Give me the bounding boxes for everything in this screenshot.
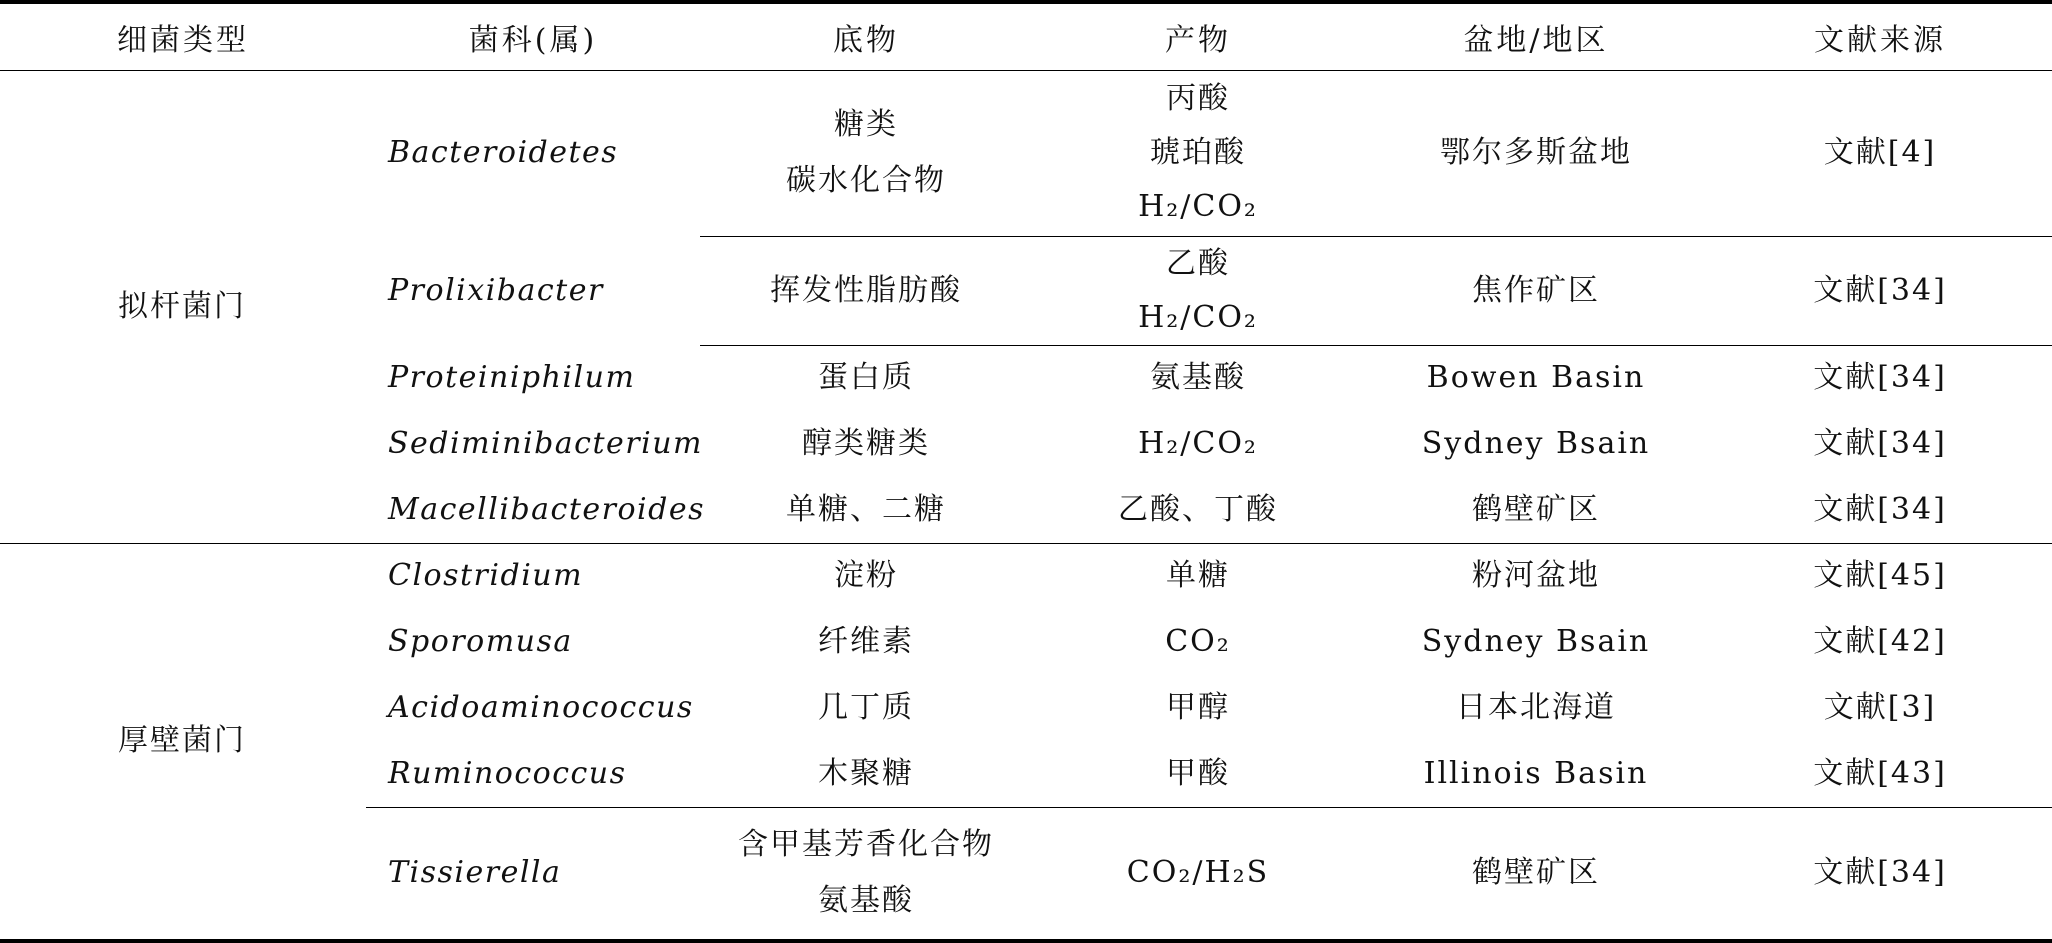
phylum-cell: 拟杆菌门 [0, 70, 366, 543]
product-cell: CO₂/H₂S [1032, 807, 1364, 941]
substrate-cell: 挥发性脂肪酸 [700, 236, 1032, 345]
region-cell: 鹤壁矿区 [1364, 477, 1708, 543]
genus-cell: Ruminococcus [366, 741, 700, 807]
reference-cell: 文献[45] [1813, 558, 1947, 594]
reference-cell: 文献[34] [1708, 236, 2052, 345]
product-cell: 单糖 [1166, 558, 1230, 594]
product-line: 琥珀酸 [1150, 135, 1246, 170]
table-body [0, 70, 2052, 941]
substrate-line: 氨基酸 [818, 883, 914, 919]
substrate-cell: 淀粉 [834, 558, 898, 594]
region-cell: 焦作矿区 [1364, 236, 1708, 345]
substrate-cell: 木聚糖 [700, 741, 1032, 807]
genus-cell: Tissierella [366, 807, 700, 941]
substrate-cell: 蛋白质 [818, 360, 914, 396]
substrate-cell [700, 807, 1032, 941]
region-cell: Illinois Basin [1364, 741, 1708, 807]
product-line: H₂/CO₂ [1138, 299, 1258, 335]
substrate-line: 碳水化合物 [786, 163, 946, 198]
reference-cell: 文献[42] [1813, 624, 1947, 659]
product-cell [1032, 236, 1364, 345]
substrate-cell: 醇类糖类 [802, 426, 930, 461]
region-cell: 日本北海道 [1456, 690, 1616, 725]
genus-cell: Acidoaminococcus [388, 690, 694, 725]
header-substrate: 底物 [700, 2, 1032, 70]
substrate-line: 含甲基芳香化合物 [738, 827, 994, 863]
product-cell: 甲醇 [1166, 690, 1230, 725]
genus-cell: Sediminibacterium [388, 426, 703, 461]
header-row [0, 2, 2052, 70]
product-cell: 乙酸、丁酸 [1032, 477, 1364, 543]
substrate-cell: 单糖、二糖 [700, 477, 1032, 543]
genus-cell: Clostridium [388, 558, 584, 594]
product-cell: 甲酸 [1032, 741, 1364, 807]
region-cell: Bowen Basin [1426, 360, 1646, 396]
product-cell: 氨基酸 [1150, 360, 1246, 396]
header-basin-region: 盆地/地区 [1364, 2, 1708, 70]
reference-cell: 文献[34] [1708, 807, 2052, 941]
table-header [0, 2, 2052, 70]
phylum-cell: 厚壁菌门 [0, 543, 366, 941]
substrate-cell: 纤维素 [818, 624, 914, 659]
substrate-cell [700, 70, 1032, 236]
product-cell [1032, 70, 1364, 236]
product-cell: H₂/CO₂ [1138, 426, 1258, 461]
header-reference: 文献来源 [1708, 2, 2052, 70]
region-cell: Sydney Bsain [1421, 426, 1651, 461]
genus-cell: Prolixibacter [388, 272, 604, 308]
product-cell: CO₂ [1165, 624, 1231, 659]
header-family-genus: 菌科(属) [366, 2, 700, 70]
substrate-line: 糖类 [834, 107, 898, 142]
genus-cell: Sporomusa [388, 624, 573, 659]
genus-cell: Bacteroidetes [388, 135, 619, 171]
genus-cell: Macellibacteroides [366, 477, 700, 543]
header-bacteria-type: 细菌类型 [0, 2, 366, 70]
product-line: 乙酸 [1166, 245, 1230, 281]
table-row [0, 70, 2052, 236]
reference-cell: 文献[34] [1813, 426, 1947, 461]
region-cell: 粉河盆地 [1472, 558, 1600, 594]
header-product: 产物 [1032, 2, 1364, 70]
table-row [0, 543, 2052, 609]
reference-cell: 文献[34] [1813, 360, 1947, 396]
product-line: 丙酸 [1166, 81, 1230, 116]
reference-cell: 文献[43] [1708, 741, 2052, 807]
product-line: H₂/CO₂ [1138, 189, 1258, 224]
reference-cell: 文献[3] [1823, 690, 1937, 725]
region-cell: 鹤壁矿区 [1364, 807, 1708, 941]
substrate-cell: 几丁质 [818, 690, 914, 725]
genus-cell: Proteiniphilum [388, 360, 636, 395]
reference-cell: 文献[34] [1708, 477, 2052, 543]
region-cell: Sydney Bsain [1421, 624, 1651, 659]
region-cell: 鄂尔多斯盆地 [1364, 70, 1708, 236]
reference-cell: 文献[4] [1708, 70, 2052, 236]
